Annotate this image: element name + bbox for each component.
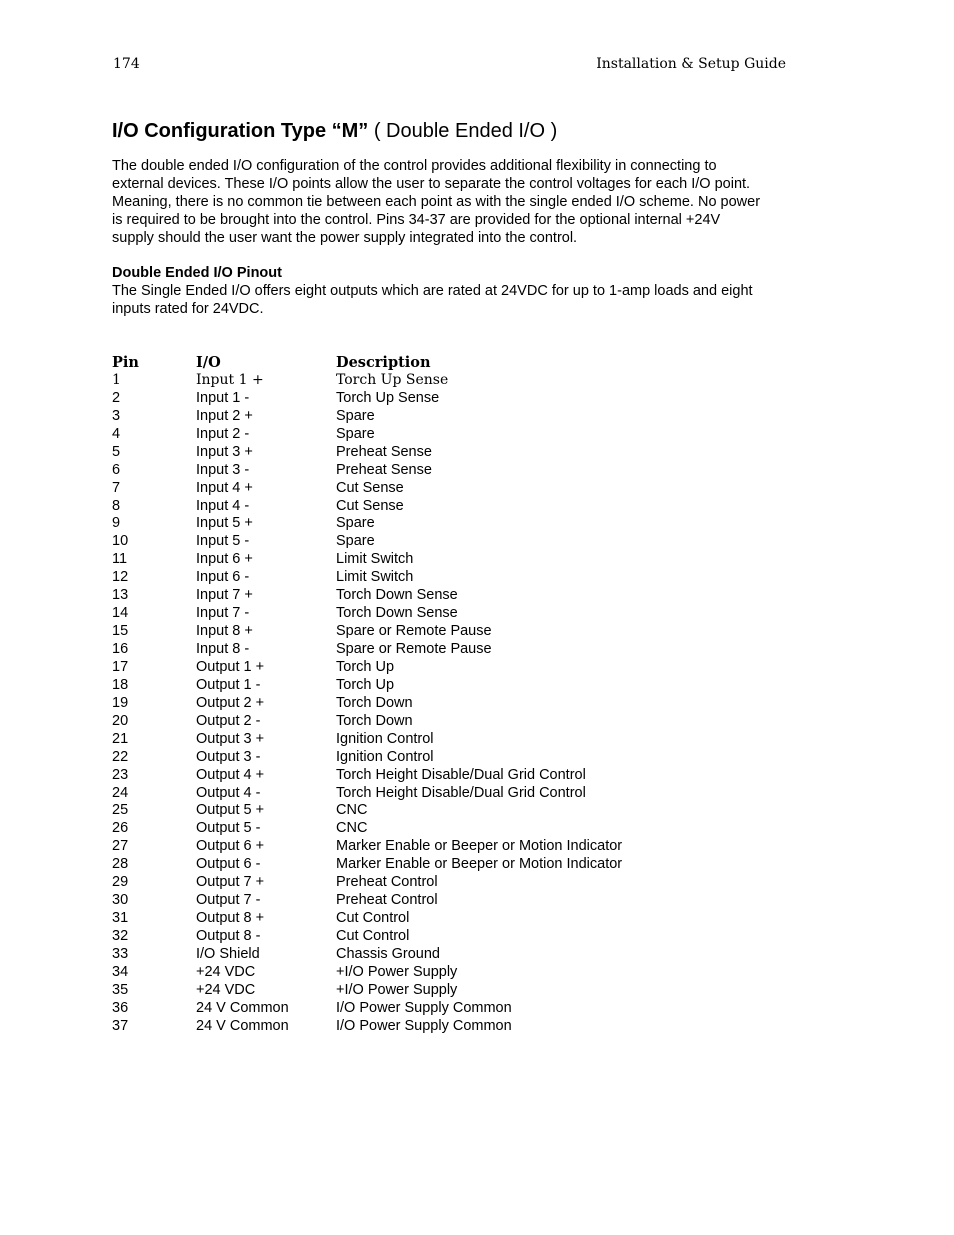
pin-cell: 11 (112, 551, 128, 568)
description-cell: +I/O Power Supply (336, 981, 458, 998)
table-row (112, 408, 712, 426)
io-cell: 24 V Common (196, 999, 289, 1016)
table-row (112, 426, 712, 444)
pin-cell: 15 (112, 623, 129, 640)
io-cell: Input 6 - (196, 569, 250, 586)
io-cell: Output 5 - (196, 820, 261, 837)
pin-cell: 25 (112, 802, 129, 819)
io-cell: Output 7 - (196, 892, 261, 909)
io-cell: Input 1 + (196, 371, 264, 388)
pin-cell: 34 (112, 963, 129, 980)
table-row (112, 874, 712, 892)
io-cell: +24 VDC (196, 981, 256, 998)
pin-cell: 32 (112, 928, 129, 944)
description-cell: Ignition Control (336, 730, 434, 747)
table-row (112, 1000, 712, 1018)
description-cell: Cut Sense (336, 479, 404, 496)
column-header-io: I/O (196, 354, 221, 371)
pin-cell: 33 (112, 945, 129, 962)
io-cell: Input 6 + (196, 551, 253, 568)
pinout-table (112, 354, 712, 1036)
io-cell: Output 2 - (196, 712, 261, 729)
column-header-description: Description (336, 354, 431, 371)
description-cell: Limit Switch (336, 569, 414, 586)
intro-line: The double ended I/O configuration of the control provides additional flexibility in connecting to (112, 158, 717, 174)
running-title: Installation & Setup Guide (596, 56, 786, 72)
table-row (112, 982, 712, 1000)
io-cell: Output 3 - (196, 748, 261, 765)
table-row (112, 605, 712, 623)
intro-line: supply should the user want the power supply integrated into the control. (112, 230, 578, 246)
description-cell: Ignition Control (336, 748, 434, 765)
io-cell: Output 1 - (196, 676, 261, 693)
table-row (112, 390, 712, 408)
pin-cell: 19 (112, 694, 129, 711)
intro-paragraph (112, 157, 822, 247)
io-cell: 24 V Common (196, 1017, 289, 1034)
table-row (112, 910, 712, 928)
io-cell: Input 5 - (196, 533, 250, 550)
table-row (112, 695, 712, 713)
table-row (112, 515, 712, 533)
pin-cell: 13 (112, 587, 129, 604)
description-cell: Torch Up (336, 658, 395, 675)
description-cell: I/O Power Supply Common (336, 999, 512, 1016)
io-cell: Input 2 + (196, 407, 253, 424)
page-number: 174 (113, 56, 140, 72)
pin-cell: 36 (112, 999, 129, 1016)
io-cell: Output 4 - (196, 784, 261, 801)
description-cell: Torch Down Sense (336, 605, 458, 622)
io-cell: I/O Shield (196, 945, 260, 962)
table-row (112, 372, 712, 390)
description-cell: Spare (336, 515, 375, 532)
pin-cell: 6 (112, 461, 121, 478)
io-cell: Input 4 + (196, 479, 253, 496)
table-row (112, 767, 712, 785)
pin-cell: 30 (112, 892, 129, 909)
pin-cell: 12 (112, 569, 129, 586)
io-cell: Output 2 + (196, 694, 265, 711)
description-cell: Torch Height Disable/Dual Grid Control (336, 784, 586, 801)
pin-cell: 27 (112, 838, 129, 855)
table-row (112, 480, 712, 498)
description-cell: Cut Control (336, 910, 410, 927)
page-header (113, 56, 786, 76)
description-cell: Spare or Remote Pause (336, 623, 492, 640)
description-cell: Cut Control (336, 928, 410, 944)
table-row (112, 946, 712, 964)
description-cell: CNC (336, 820, 368, 837)
table-row (112, 641, 712, 659)
table-row (112, 964, 712, 982)
table-row (112, 731, 712, 749)
pin-cell: 28 (112, 856, 129, 873)
pin-cell: 21 (112, 730, 129, 747)
pin-cell: 5 (112, 443, 121, 460)
table-row (112, 444, 712, 462)
description-cell: Torch Down (336, 694, 413, 711)
section-title-main: I/O Configuration Type “M” (112, 120, 369, 142)
io-cell: Output 3 + (196, 730, 265, 747)
intro-line: is required to be brought into the control. Pins 34-37 are provided for the optional internal +24V (112, 212, 721, 228)
io-cell: Input 3 + (196, 443, 253, 460)
description-cell: Torch Down Sense (336, 587, 458, 604)
column-header-pin: Pin (112, 354, 139, 371)
description-cell: Chassis Ground (336, 945, 440, 962)
pinout-intro-line: inputs rated for 24VDC. (112, 301, 264, 317)
description-cell: Spare (336, 425, 375, 442)
pin-cell: 8 (112, 497, 121, 514)
io-cell: Output 1 + (196, 658, 265, 675)
description-cell: I/O Power Supply Common (336, 1017, 512, 1034)
pin-cell: 7 (112, 479, 121, 496)
table-row (112, 785, 712, 803)
description-cell: Preheat Control (336, 892, 438, 909)
io-cell: Input 3 - (196, 461, 250, 478)
pin-cell: 26 (112, 820, 129, 837)
table-row (112, 533, 712, 551)
table-header-row (112, 354, 712, 372)
io-cell: Output 5 + (196, 802, 265, 819)
table-row (112, 462, 712, 480)
io-cell: Input 8 - (196, 641, 250, 657)
description-cell: Preheat Sense (336, 461, 432, 478)
pin-cell: 2 (112, 389, 121, 406)
pin-cell: 17 (112, 658, 129, 675)
description-cell: CNC (336, 802, 368, 819)
section-title (112, 120, 557, 143)
description-cell: Marker Enable or Beeper or Motion Indicator (336, 838, 623, 855)
pin-cell: 4 (112, 425, 121, 442)
description-cell: +I/O Power Supply (336, 963, 458, 980)
table-row (112, 587, 712, 605)
table-row (112, 659, 712, 677)
io-cell: Input 7 + (196, 587, 253, 604)
intro-line: Meaning, there is no common tie between each point as with the single ended I/O scheme. No power (112, 194, 761, 210)
pin-cell: 20 (112, 712, 129, 729)
description-cell: Cut Sense (336, 497, 404, 514)
pin-cell: 35 (112, 981, 129, 998)
table-row (112, 856, 712, 874)
table-row (112, 569, 712, 587)
io-cell: Output 8 + (196, 910, 265, 927)
pinout-heading: Double Ended I/O Pinout (112, 265, 282, 281)
pin-cell: 3 (112, 407, 121, 424)
description-cell: Torch Up (336, 676, 395, 693)
description-cell: Torch Up Sense (336, 371, 449, 388)
io-cell: Input 8 + (196, 623, 253, 640)
pin-cell: 24 (112, 784, 129, 801)
io-cell: Input 4 - (196, 497, 250, 514)
pin-cell: 1 (112, 371, 121, 388)
io-cell: +24 VDC (196, 963, 256, 980)
io-cell: Input 7 - (196, 605, 250, 622)
description-cell: Preheat Sense (336, 443, 432, 460)
io-cell: Input 2 - (196, 425, 250, 442)
description-cell: Torch Down (336, 712, 413, 729)
io-cell: Input 1 - (196, 389, 250, 406)
pin-cell: 18 (112, 676, 129, 693)
table-row (112, 749, 712, 767)
pin-cell: 16 (112, 641, 129, 657)
table-row (112, 820, 712, 838)
description-cell: Torch Up Sense (336, 389, 440, 406)
description-cell: Limit Switch (336, 551, 414, 568)
table-row (112, 1018, 712, 1036)
io-cell: Output 6 + (196, 838, 265, 855)
table-row (112, 677, 712, 695)
pin-cell: 9 (112, 515, 121, 532)
io-cell: Output 6 - (196, 856, 261, 873)
table-row (112, 892, 712, 910)
io-cell: Input 5 + (196, 515, 253, 532)
table-row (112, 928, 712, 946)
pin-cell: 22 (112, 748, 129, 765)
table-row (112, 623, 712, 641)
pin-cell: 31 (112, 910, 129, 927)
io-cell: Output 4 + (196, 766, 265, 783)
table-row (112, 838, 712, 856)
pin-cell: 37 (112, 1017, 129, 1034)
description-cell: Torch Height Disable/Dual Grid Control (336, 766, 586, 783)
description-cell: Preheat Control (336, 874, 438, 891)
pinout-intro (112, 282, 822, 318)
description-cell: Marker Enable or Beeper or Motion Indicator (336, 856, 623, 873)
section-title-sub: ( Double Ended I/O ) (368, 120, 558, 142)
description-cell: Spare (336, 533, 375, 550)
pin-cell: 14 (112, 605, 129, 622)
pinout-intro-line: The Single Ended I/O offers eight outputs which are rated at 24VDC for up to 1-amp loads and eight (112, 283, 753, 299)
table-row (112, 551, 712, 569)
pin-cell: 23 (112, 766, 129, 783)
description-cell: Spare (336, 407, 375, 424)
pin-cell: 29 (112, 874, 129, 891)
description-cell: Spare or Remote Pause (336, 641, 492, 657)
table-row (112, 498, 712, 516)
io-cell: Output 8 - (196, 928, 261, 944)
pin-cell: 10 (112, 533, 129, 550)
io-cell: Output 7 + (196, 874, 265, 891)
table-row (112, 802, 712, 820)
table-row (112, 713, 712, 731)
intro-line: external devices. These I/O points allow the user to separate the control voltages for each I/O point. (112, 176, 751, 192)
